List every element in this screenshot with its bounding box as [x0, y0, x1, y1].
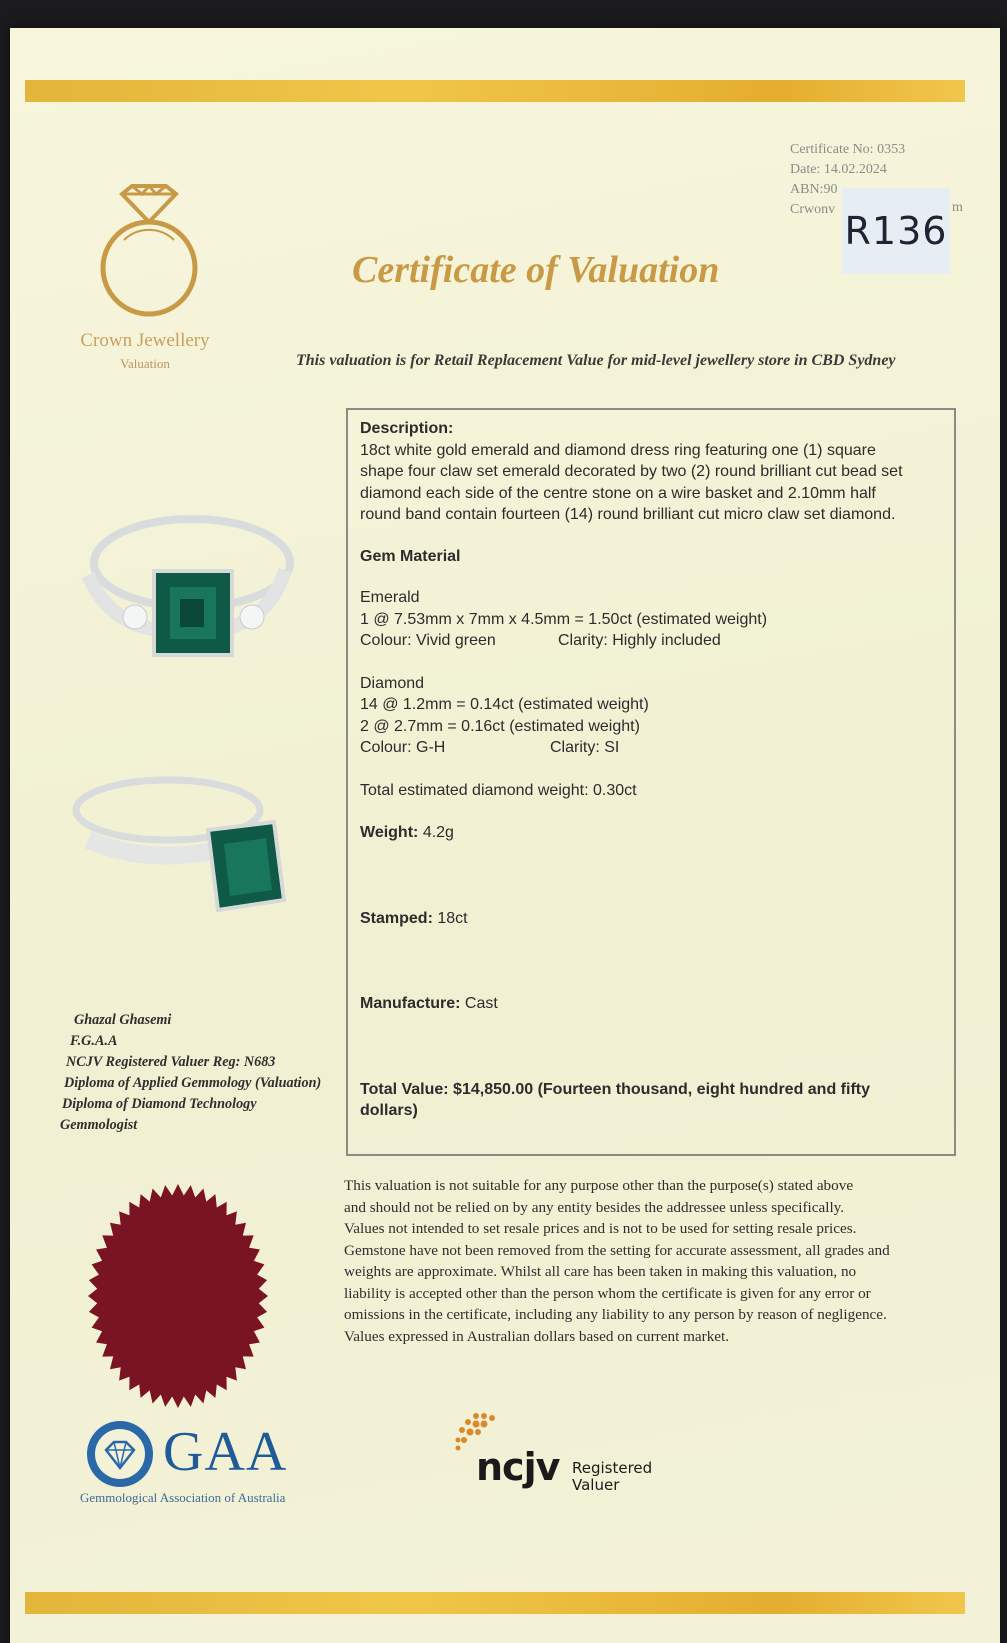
- gaa-emblem-icon: [84, 1418, 156, 1490]
- disclaimer-line: Values expressed in Australian dollars based on current market.: [344, 1327, 730, 1345]
- ring-photo-front: [80, 505, 300, 675]
- emerald-clarity: Clarity: Highly included: [558, 632, 721, 649]
- total-value-line-2: dollars): [360, 1102, 418, 1119]
- certificate-site-tail: m: [952, 200, 963, 215]
- diamond-clarity: Clarity: SI: [550, 739, 620, 756]
- certificate-abn: ABN:90: [790, 182, 838, 197]
- red-wax-seal-icon: [86, 1182, 270, 1410]
- ncjv-registered: Registered: [572, 1459, 653, 1477]
- gaa-full-name: Gemmological Association of Australia: [80, 1490, 286, 1505]
- certificate-site: Crwonv: [790, 202, 836, 217]
- emerald-grades: [360, 630, 950, 652]
- emerald-title: Emerald: [360, 589, 420, 606]
- top-gold-band: [25, 80, 965, 102]
- valuer-title: Gemmologist: [60, 1117, 138, 1133]
- crown-ring-logo-icon: [94, 182, 204, 322]
- diamond-grades: [360, 737, 950, 759]
- disclaimer-line: and should not be relied on by any entity besides the addressee unless specifically.: [344, 1198, 845, 1216]
- disclaimer-line: Values not intended to set resale prices and is not to be used for setting resale prices.: [344, 1220, 857, 1237]
- manufacture-label: Manufacture:: [360, 995, 461, 1012]
- total-diamond-weight: Total estimated diamond weight: 0.30ct: [360, 781, 637, 799]
- certificate-date: Date: 14.02.2024: [790, 162, 887, 177]
- manufacture-value: Cast: [464, 995, 498, 1012]
- valuer-details: [60, 1010, 321, 1136]
- description-line: round band contain fourteen (14) round brilliant cut micro claw set diamond.: [360, 506, 896, 523]
- description-label: Description:: [360, 420, 454, 437]
- description-line: diamond each side of the centre stone on a wire basket and 2.10mm half: [360, 484, 876, 502]
- valuation-details: [360, 418, 950, 1122]
- handwritten-tag: R136: [842, 188, 950, 274]
- emerald-spec: 1 @ 7.53mm x 7mm x 4.5mm = 1.50ct (estimated weight): [360, 610, 768, 628]
- brand-subtitle: Valuation: [120, 356, 170, 371]
- weight-row: [360, 822, 950, 844]
- disclaimer-line: liability is accepted other than the person whom the certificate is given for any error or: [344, 1284, 871, 1302]
- bottom-gold-band: [25, 1592, 965, 1614]
- weight-label: Weight:: [360, 824, 419, 841]
- description-line: shape four claw set emerald decorated by two (2) round brilliant cut bead set: [360, 463, 903, 480]
- ring-photo-angle: [68, 770, 298, 920]
- stamped-value: 18ct: [437, 909, 468, 927]
- ncjv-registered-valuer: [572, 1460, 652, 1494]
- diamond-title: Diamond: [360, 674, 425, 692]
- description-line: 18ct white gold emerald and diamond dress ring featuring one (1) square: [360, 441, 876, 459]
- disclaimer-line: omissions in the certificate, including any liability to any person by reason of negligence.: [344, 1306, 887, 1323]
- valuer-diploma-gemmology: Diploma of Applied Gemmology (Valuation): [64, 1075, 322, 1091]
- valuer-registration: NCJV Registered Valuer Reg: N683: [66, 1054, 276, 1070]
- weight-value: 4.2g: [422, 824, 454, 841]
- certificate-subtitle: This valuation is for Retail Replacement Value for mid-level jewellery store in CBD Sydney: [296, 352, 896, 369]
- stamped-label: Stamped:: [360, 909, 433, 927]
- disclaimer-line: Gemstone have not been removed from the setting for accurate assessment, all grades and: [344, 1241, 890, 1259]
- diamond-colour: Colour: G-H: [360, 739, 446, 756]
- valuer-diploma-diamond: Diploma of Diamond Technology: [62, 1096, 257, 1112]
- disclaimer-line: weights are approximate. Whilst all care has been taken in making this valuation, no: [344, 1263, 857, 1280]
- ncjv-logo-text: ncjv: [476, 1445, 560, 1489]
- total-value-line-1: Total Value: $14,850.00 (Fourteen thousand, eight hundred and fifty: [360, 1080, 870, 1098]
- diamond-spec-1: 14 @ 1.2mm = 0.14ct (estimated weight): [360, 696, 649, 713]
- diamond-spec-2: 2 @ 2.7mm = 0.16ct (estimated weight): [360, 717, 640, 735]
- certificate-title: Certificate of Valuation: [352, 249, 720, 291]
- stamped-row: [360, 908, 950, 930]
- certificate-number: Certificate No: 0353: [790, 142, 906, 157]
- valuer-qualification: F.G.A.A: [70, 1033, 118, 1049]
- emerald-colour: Colour: Vivid green: [360, 632, 496, 649]
- gaa-logo-text: GAA: [163, 1421, 288, 1483]
- disclaimer-line: This valuation is not suitable for any purpose other than the purpose(s) stated above: [344, 1177, 854, 1194]
- brand-name: Crown Jewellery: [80, 330, 210, 351]
- gem-material-label: Gem Material: [360, 547, 461, 565]
- valuer-name: Ghazal Ghasemi: [74, 1012, 172, 1028]
- ncjv-valuer: Valuer: [572, 1476, 620, 1494]
- disclaimer: [344, 1175, 964, 1347]
- manufacture-row: [360, 993, 950, 1015]
